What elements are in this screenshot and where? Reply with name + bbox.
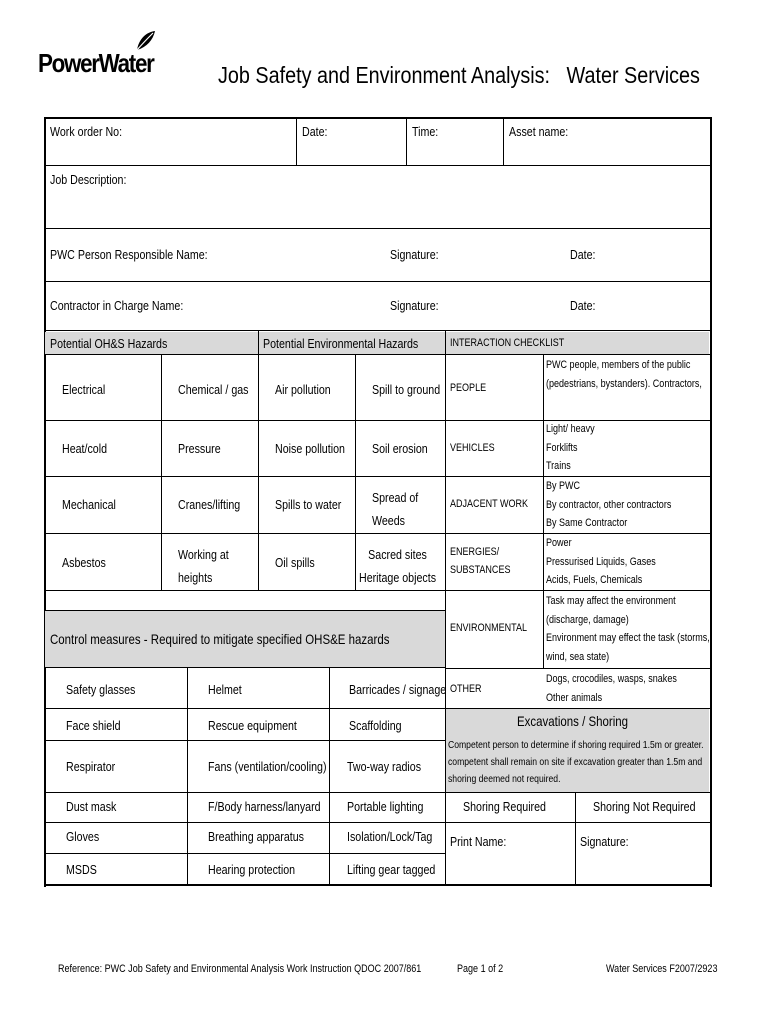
excavations-heading: Excavations / Shoring	[517, 713, 629, 729]
control-fans: Fans (ventilation/cooling)	[208, 759, 327, 774]
hazard-working-at-heights: Working at heights	[178, 547, 229, 585]
pwc-person-label: PWC Person Responsible Name:	[50, 247, 208, 262]
control-rescue-equipment: Rescue equipment	[208, 718, 297, 733]
hazard-cranes-lifting: Cranes/lifting	[178, 497, 241, 512]
date-label: Date:	[302, 124, 328, 139]
pwc-signature-label: Signature:	[390, 247, 439, 262]
shoring-signature-label: Signature:	[580, 834, 629, 849]
work-order-label: Work order No:	[50, 124, 123, 139]
env-hazards-heading: Potential Environmental Hazards	[263, 336, 419, 351]
checklist-people: PEOPLE	[450, 382, 487, 394]
control-face-shield: Face shield	[66, 718, 121, 733]
footer-reference: Reference: PWC Job Safety and Environmental Analysis Work Instruction QDOC 2007/861	[58, 963, 422, 975]
control-breathing-apparatus: Breathing apparatus	[208, 829, 305, 844]
excavations-note: Competent person to determine if shoring required 1.5m or greater. competent shall remain on site if excavation greater than 1.5m and shoring deemed not required.	[448, 739, 704, 785]
control-safety-glasses: Safety glasses	[66, 682, 136, 697]
contractor-date-label: Date:	[570, 298, 596, 313]
checklist-environmental: ENVIRONMENTAL	[450, 622, 528, 634]
footer-form-number: Water Services F2007/2923	[606, 963, 718, 975]
footer-page: Page 1 of 2	[457, 963, 504, 975]
hazard-chemical-gas: Chemical / gas	[178, 382, 249, 397]
logo-text: PowerWater	[38, 48, 154, 78]
checklist-adjacent-work: ADJACENT WORK	[450, 498, 529, 510]
hazard-asbestos: Asbestos	[62, 555, 106, 570]
control-portable-lighting: Portable lighting	[347, 799, 424, 814]
control-harness: F/Body harness/lanyard	[208, 799, 321, 814]
control-isolation-lock-tag: Isolation/Lock/Tag	[347, 829, 433, 844]
time-label: Time:	[412, 124, 439, 139]
checklist-vehicles-detail: Light/ heavy Forklifts Trains	[546, 423, 595, 472]
hazard-spread-of-weeds: Spread of Weeds	[372, 490, 419, 528]
control-scaffolding: Scaffolding	[349, 718, 402, 733]
control-lifting-gear: Lifting gear tagged	[347, 862, 436, 877]
hazard-pressure: Pressure	[178, 441, 221, 456]
page-title: Job Safety and Environment Analysis: Water Services	[218, 62, 700, 88]
hazard-sacred-sites: Sacred sites Heritage objects	[359, 547, 437, 585]
job-description-label: Job Description:	[50, 172, 127, 187]
control-hearing-protection: Hearing protection	[208, 862, 296, 877]
checklist-other-detail: Dogs, crocodiles, wasps, snakes Other animals	[546, 673, 677, 704]
control-respirator: Respirator	[66, 759, 116, 774]
print-name-label: Print Name:	[450, 834, 507, 849]
contractor-label: Contractor in Charge Name:	[50, 298, 184, 313]
asset-name-label: Asset name:	[509, 124, 569, 139]
hazard-air-pollution: Air pollution	[275, 382, 331, 397]
hazard-oil-spills: Oil spills	[275, 555, 315, 570]
control-barricades: Barricades / signage	[349, 682, 447, 697]
control-gloves: Gloves	[66, 829, 100, 844]
control-dust-mask: Dust mask	[66, 799, 117, 814]
ohs-hazards-heading: Potential OH&S Hazards	[50, 336, 168, 351]
checklist-energies: ENERGIES/ SUBSTANCES	[450, 546, 511, 576]
checklist-people-detail: PWC people, members of the public (pedestrians, bystanders). Contractors,	[546, 359, 702, 390]
hazard-electrical: Electrical	[62, 382, 106, 397]
hazard-noise-pollution: Noise pollution	[275, 441, 345, 456]
checklist-other: OTHER	[450, 683, 482, 695]
checklist-energies-detail: Power Pressurised Liquids, Gases Acids, Fuels, Chemicals	[546, 537, 656, 586]
hazard-spills-to-water: Spills to water	[275, 497, 342, 512]
pwc-date-label: Date:	[570, 247, 596, 262]
shoring-not-required[interactable]: Shoring Not Required	[593, 799, 696, 814]
shoring-required[interactable]: Shoring Required	[463, 799, 546, 814]
hazard-mechanical: Mechanical	[62, 497, 116, 512]
interaction-checklist-heading: INTERACTION CHECKLIST	[450, 337, 565, 349]
control-two-way-radios: Two-way radios	[347, 759, 422, 774]
checklist-vehicles: VEHICLES	[450, 442, 495, 454]
contractor-signature-label: Signature:	[390, 298, 439, 313]
control-measures-heading: Control measures - Required to mitigate specified OHS&E hazards	[50, 631, 390, 647]
checklist-environmental-detail: Task may affect the environment (discharge, damage) Environment may effect the task (storms, wind, sea state)	[546, 595, 710, 663]
control-helmet: Helmet	[208, 682, 242, 697]
powerwater-logo	[38, 30, 168, 90]
control-msds: MSDS	[66, 862, 97, 877]
hazard-soil-erosion: Soil erosion	[372, 441, 428, 456]
hazard-spill-to-ground: Spill to ground	[372, 382, 441, 397]
hazard-heat-cold: Heat/cold	[62, 441, 108, 456]
checklist-adjacent-work-detail: By PWC By contractor, other contractors By Same Contractor	[546, 480, 672, 529]
